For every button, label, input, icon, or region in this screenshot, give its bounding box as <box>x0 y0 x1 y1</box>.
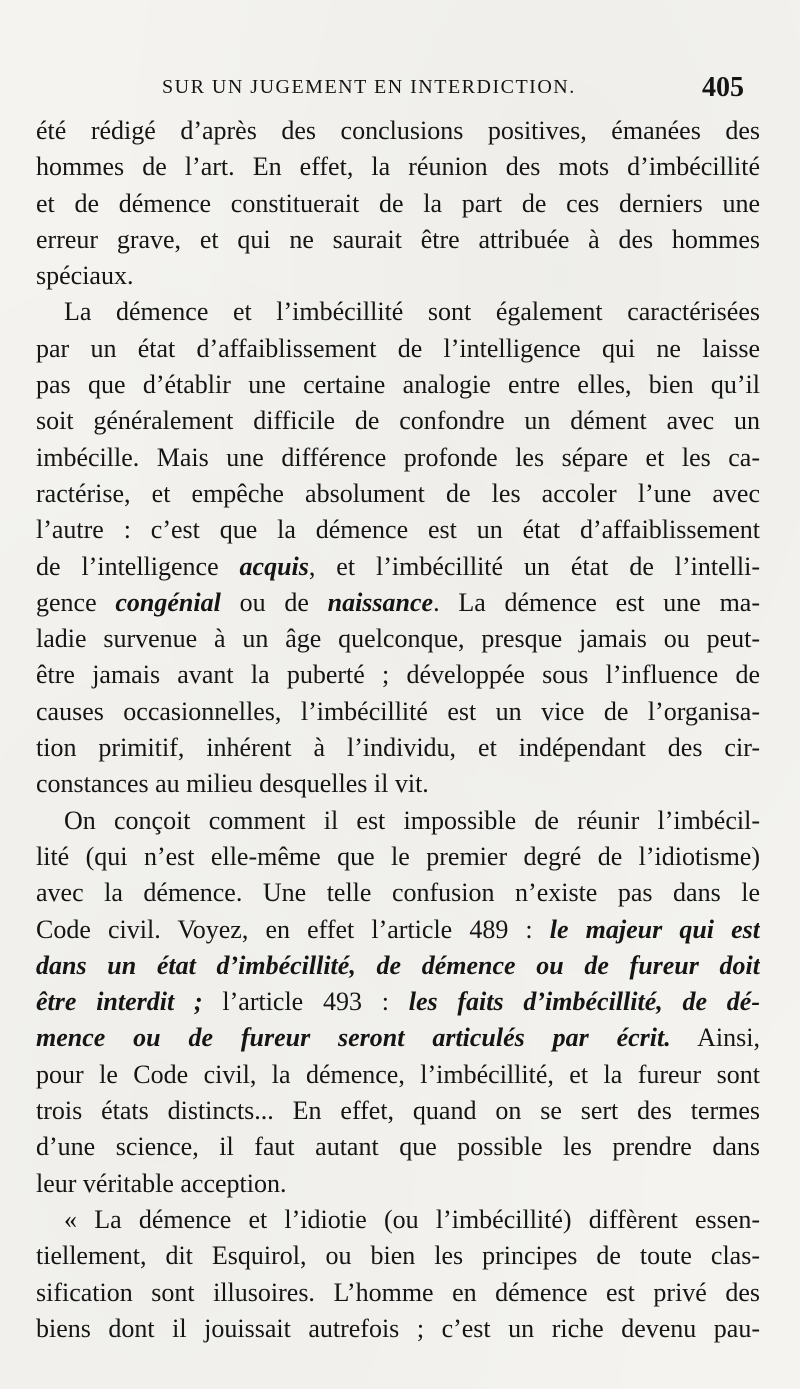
page-header <box>0 72 800 108</box>
text-span: lité (qui n’est elle-même que le premier degré de l’idiotisme) <box>36 841 760 871</box>
text-line <box>36 403 760 439</box>
italic-text: acquis <box>239 551 309 581</box>
text-line <box>36 258 760 294</box>
text-line <box>36 621 760 657</box>
text-line <box>36 657 760 693</box>
text-span: tiellement, dit Esquirol, ou bien les principes de toute clas- <box>36 1241 760 1271</box>
text-span: constances au milieu desquelles il vit. <box>36 769 429 799</box>
text-line <box>36 186 760 222</box>
running-title: SUR UN JUGEMENT EN INTERDICTION. <box>162 76 576 98</box>
italic-text: congénial <box>115 587 221 617</box>
text-span: trois états distincts... En effet, quand on se sert des termes <box>36 1096 760 1126</box>
text-span: l’autre : c’est que la démence est un état d’affaiblissement <box>36 515 760 545</box>
italic-text: naissance <box>327 587 434 617</box>
text-span: été rédigé d’après des conclusions positives, émanées des <box>36 116 760 145</box>
text-span: , et l’imbécillité un état de l’intelli- <box>308 551 760 581</box>
text-span: leur véritable acception. <box>36 1168 287 1198</box>
text-line <box>36 1166 760 1202</box>
text-span: . La démence est une ma- <box>433 587 760 617</box>
text-line <box>36 730 760 766</box>
text-line <box>36 948 760 984</box>
text-span: erreur grave, et qui ne saurait être attribuée à des hommes <box>36 224 760 254</box>
text-span: « La démence et l’idiotie (ou l’imbécillité) diffèrent essen- <box>64 1204 760 1234</box>
text-span: sification sont illusoires. L’homme en démence est privé des <box>36 1277 760 1307</box>
italic-text: être interdit ; <box>36 987 203 1017</box>
text-line <box>36 875 760 911</box>
text-line <box>36 149 760 185</box>
page-number: 405 <box>702 72 744 103</box>
italic-text: les faits d’imbécillité, de dé- <box>408 987 760 1017</box>
text-line <box>36 331 760 367</box>
text-line <box>36 1020 760 1056</box>
text-span: avec la démence. Une telle confusion n’existe pas dans le <box>36 878 760 908</box>
text-span: Code civil. Voyez, en effet l’article 489 : <box>36 914 550 944</box>
text-line <box>36 585 760 621</box>
text-line <box>36 984 760 1020</box>
text-line <box>36 912 760 948</box>
text-line <box>36 803 760 839</box>
text-span: d’une science, il faut autant que possible les prendre dans <box>36 1132 760 1162</box>
text-line <box>36 1093 760 1129</box>
text-span: tion primitif, inhérent à l’individu, et indépendant des cir- <box>36 733 760 763</box>
text-line <box>36 766 760 802</box>
text-line <box>36 294 760 330</box>
text-line <box>36 476 760 512</box>
text-line <box>36 512 760 548</box>
text-span: être jamais avant la puberté ; développée sous l’influence de <box>36 660 760 690</box>
italic-text: dans un état d’imbécillité, de démence ou de fureur doit <box>36 950 760 980</box>
text-line <box>36 1129 760 1165</box>
text-line <box>36 1275 760 1311</box>
italic-text: mence ou de fureur seront articulés par écrit. <box>36 1023 671 1053</box>
text-line <box>36 440 760 476</box>
italic-text: le majeur qui est <box>549 914 760 944</box>
text-span: On conçoit comment il est impossible de réunir l’imbécil- <box>64 805 760 835</box>
body-text <box>36 113 760 1347</box>
text-span: gence <box>36 587 116 617</box>
text-line <box>36 549 760 585</box>
text-span: pour le Code civil, la démence, l’imbécillité, et la fureur sont <box>36 1059 760 1089</box>
text-span: l’article 493 : <box>202 987 409 1017</box>
text-span: hommes de l’art. En effet, la réunion des mots d’imbécillité <box>36 152 760 182</box>
text-span: ou de <box>220 587 328 617</box>
text-line <box>36 222 760 258</box>
text-span: pas que d’établir une certaine analogie entre elles, bien qu’il <box>36 370 760 400</box>
text-line <box>36 1057 760 1093</box>
text-span: de l’intelligence <box>36 551 240 581</box>
text-span: Ainsi, <box>670 1023 760 1053</box>
text-line <box>36 113 760 149</box>
text-line <box>36 694 760 730</box>
text-span: imbécille. Mais une différence profonde les sépare et les ca- <box>36 442 760 472</box>
text-span: causes occasionnelles, l’imbécillité est un vice de l’organisa- <box>36 696 760 726</box>
text-line <box>36 839 760 875</box>
text-span: La démence et l’imbécillité sont également caractérisées <box>64 297 760 327</box>
text-line <box>36 1311 760 1347</box>
text-line <box>36 1202 760 1238</box>
text-span: et de démence constituerait de la part de ces derniers une <box>36 188 760 218</box>
text-span: spéciaux. <box>36 261 134 291</box>
text-span: biens dont il jouissait autrefois ; c’est un riche devenu pau- <box>36 1313 760 1343</box>
text-span: ractérise, et empêche absolument de les accoler l’une avec <box>36 478 760 508</box>
text-span: par un état d’affaiblissement de l’intelligence qui ne laisse <box>36 333 760 363</box>
text-span: soit généralement difficile de confondre un dément avec un <box>36 406 760 436</box>
text-line <box>36 1238 760 1274</box>
text-span: ladie survenue à un âge quelconque, presque jamais ou peut- <box>36 624 760 654</box>
text-line <box>36 367 760 403</box>
